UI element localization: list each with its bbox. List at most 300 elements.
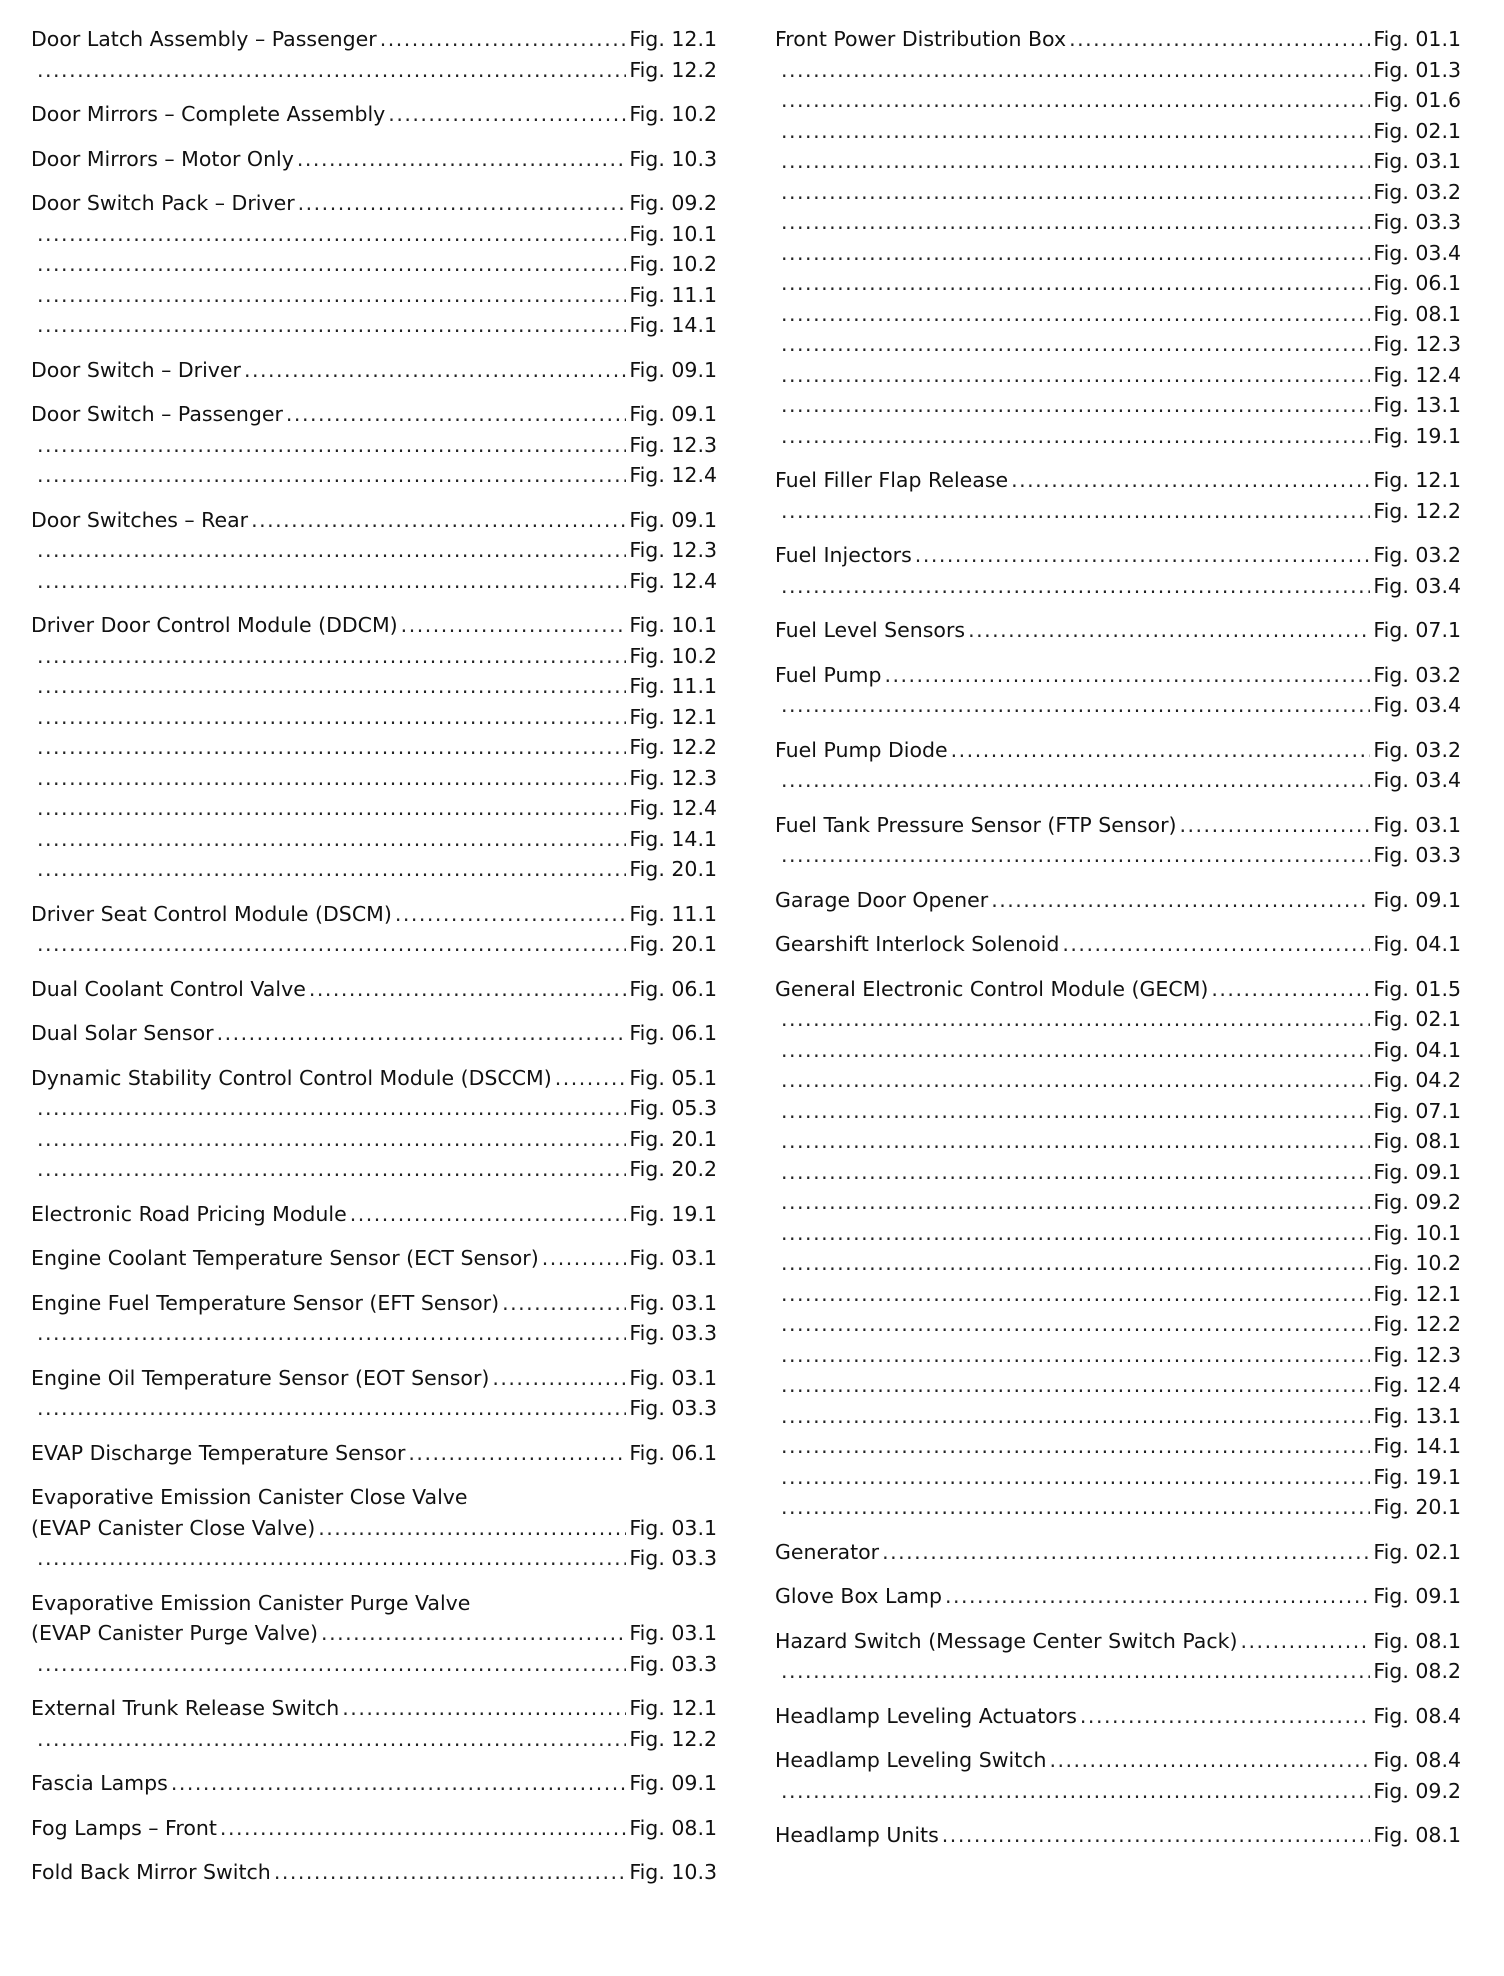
figure-reference: Fig. 03.1: [629, 1290, 717, 1315]
index-entry: [775, 1537, 1461, 1568]
dot-leader: [37, 249, 626, 280]
entry-label: Driver Door Control Module (DDCM): [31, 613, 398, 637]
figure-reference: Fig. 12.2: [629, 57, 717, 82]
index-entry: [31, 899, 717, 960]
index-continuation-line: [775, 1309, 1461, 1340]
figure-reference: Fig. 03.3: [629, 1321, 717, 1345]
index-entry-line: [31, 1693, 717, 1724]
index-entry-line: [31, 1813, 717, 1844]
figure-reference: Fig. 05.3: [629, 1096, 717, 1120]
entry-label: Fuel Level Sensors: [775, 618, 966, 642]
entry-label: Door Switch – Passenger: [31, 402, 283, 426]
figure-reference: Fig. 12.4: [629, 796, 717, 820]
index-continuation-line: [31, 1318, 717, 1349]
entry-label: Engine Oil Temperature Sensor (EOT Sensor): [31, 1365, 490, 1390]
figure-reference: Fig. 12.3: [629, 538, 717, 562]
index-continuation-line: [31, 1393, 717, 1424]
index-entry: [31, 1768, 717, 1799]
figure-reference: Fig. 02.1: [1373, 118, 1461, 143]
index-continuation-line: [775, 1096, 1461, 1127]
figure-reference: Fig. 13.1: [1373, 393, 1461, 417]
figure-reference: Fig. 10.1: [629, 221, 717, 246]
index-entry: [775, 615, 1461, 646]
index-entry-line: [775, 735, 1461, 766]
index-entry-line: [775, 1537, 1461, 1568]
figure-reference: Fig. 12.1: [629, 704, 717, 729]
dot-leader: [37, 1724, 626, 1755]
index-entry-line: [31, 1438, 717, 1469]
index-entry: [775, 1581, 1461, 1612]
index-continuation-line: [31, 1124, 717, 1155]
figure-reference: Fig. 09.1: [1373, 887, 1461, 912]
figure-reference: Fig. 06.1: [629, 1021, 717, 1045]
figure-reference: Fig. 12.3: [629, 432, 717, 457]
dot-leader: [781, 1126, 1370, 1157]
index-entry: [775, 1626, 1461, 1687]
figure-reference: Fig. 10.2: [629, 643, 717, 668]
index-continuation-line: [31, 763, 717, 794]
dot-leader: [408, 1438, 626, 1469]
dot-leader: [37, 641, 626, 672]
figure-reference: Fig. 01.1: [1373, 27, 1461, 51]
index-entry: [31, 610, 717, 885]
index-entry-line: [31, 1199, 717, 1230]
figure-reference: Fig. 12.2: [1373, 498, 1461, 523]
figure-reference: Fig. 06.1: [629, 976, 717, 1001]
dot-leader: [297, 144, 626, 175]
index-continuation-line: [775, 1401, 1461, 1432]
figure-reference: Fig. 10.3: [629, 146, 717, 171]
dot-leader: [991, 885, 1370, 916]
index-continuation-line: [775, 1279, 1461, 1310]
figure-reference: Fig. 09.1: [1373, 1584, 1461, 1608]
figure-reference: Fig. 10.1: [629, 613, 717, 637]
index-continuation-line: [31, 702, 717, 733]
dot-leader: [220, 1813, 626, 1844]
index-entry-line: [31, 399, 717, 430]
dot-leader: [882, 1537, 1370, 1568]
figure-reference: Fig. 07.1: [1373, 1098, 1461, 1123]
entry-label: (EVAP Canister Close Valve): [31, 1515, 316, 1540]
index-entry-line: [31, 1513, 717, 1544]
dot-leader: [968, 615, 1370, 646]
index-entry: [775, 1701, 1461, 1732]
figure-reference: Fig. 12.2: [1373, 1312, 1461, 1336]
dot-leader: [171, 1768, 626, 1799]
dot-leader: [781, 1656, 1370, 1687]
dot-leader: [781, 299, 1370, 330]
dot-leader: [217, 1018, 627, 1049]
dot-leader: [37, 671, 626, 702]
index-continuation-line: [31, 732, 717, 763]
dot-leader: [274, 1857, 627, 1888]
index-continuation-line: [775, 1218, 1461, 1249]
index-entry: [775, 540, 1461, 601]
index-entry-line: [775, 1701, 1461, 1732]
figure-reference: Fig. 03.3: [1373, 210, 1461, 234]
figure-reference: Fig. 02.1: [1373, 1007, 1461, 1031]
dot-leader: [244, 355, 626, 386]
index-continuation-line: [775, 85, 1461, 116]
index-entry-line: [31, 1857, 717, 1888]
dot-leader: [37, 732, 626, 763]
dot-leader: [781, 268, 1370, 299]
index-continuation-line: [31, 249, 717, 280]
index-continuation-line: [775, 1431, 1461, 1462]
dot-leader: [781, 55, 1370, 86]
dot-leader: [781, 116, 1370, 147]
dot-leader: [781, 496, 1370, 527]
dot-leader: [492, 1363, 626, 1394]
index-entry-line: [31, 1243, 717, 1274]
dot-leader: [781, 1401, 1370, 1432]
entry-label: Dynamic Stability Control Control Module (DSCCM): [31, 1065, 552, 1090]
index-entry-line: [775, 1820, 1461, 1851]
index-continuation-line: [31, 1543, 717, 1574]
dot-leader: [350, 1199, 627, 1230]
index-continuation-line: [775, 571, 1461, 602]
index-continuation-line: [775, 177, 1461, 208]
dot-leader: [37, 1154, 626, 1185]
entry-label: Headlamp Leveling Actuators: [775, 1703, 1077, 1728]
figure-reference: Fig. 14.1: [629, 313, 717, 337]
entry-label: Fold Back Mirror Switch: [31, 1860, 271, 1884]
figure-reference: Fig. 11.1: [629, 901, 717, 926]
index-entry-line: [31, 24, 717, 55]
dot-leader: [781, 1004, 1370, 1035]
figure-reference: Fig. 01.5: [1373, 976, 1461, 1001]
index-entry: [31, 188, 717, 341]
index-continuation-line: [775, 1157, 1461, 1188]
index-entry: [775, 465, 1461, 526]
index-entry-line: [775, 929, 1461, 960]
index-continuation-line: [31, 460, 717, 491]
index-entry-line: [31, 1618, 717, 1649]
dot-leader: [781, 1065, 1370, 1096]
figure-reference: Fig. 03.4: [1373, 240, 1461, 265]
entry-label: Gearshift Interlock Solenoid: [775, 932, 1060, 956]
index-entry: [31, 1857, 717, 1888]
figure-reference: Fig. 08.2: [1373, 1659, 1461, 1683]
figure-reference: Fig. 09.1: [629, 1771, 717, 1795]
figure-reference: Fig. 03.3: [629, 1651, 717, 1676]
dot-leader: [298, 188, 627, 219]
figure-reference: Fig. 03.2: [1373, 737, 1461, 762]
dot-leader: [781, 1279, 1370, 1310]
index-continuation-line: [775, 765, 1461, 796]
index-entry: [775, 810, 1461, 871]
dot-leader: [37, 824, 626, 855]
figure-reference: Fig. 20.2: [629, 1157, 717, 1181]
figure-reference: Fig. 12.1: [629, 27, 717, 51]
entry-label: Headlamp Leveling Switch: [775, 1748, 1047, 1772]
figure-reference: Fig. 09.2: [629, 191, 717, 215]
dot-leader: [781, 177, 1370, 208]
dot-leader: [37, 763, 626, 794]
dot-leader: [1241, 1626, 1371, 1657]
entry-label: Fuel Injectors: [775, 543, 912, 567]
dot-leader: [37, 535, 626, 566]
index-entry: [31, 99, 717, 130]
index-continuation-line: [775, 1126, 1461, 1157]
entry-label: Engine Coolant Temperature Sensor (ECT Sensor): [31, 1246, 539, 1270]
figure-reference: Fig. 08.4: [1373, 1748, 1461, 1772]
index-continuation-line: [31, 854, 717, 885]
figure-reference: Fig. 03.1: [629, 1246, 717, 1270]
index-continuation-line: [775, 1248, 1461, 1279]
entry-label: Hazard Switch (Message Center Switch Pack): [775, 1628, 1238, 1653]
index-entry-line: [31, 610, 717, 641]
dot-leader: [37, 310, 626, 341]
entry-label: EVAP Discharge Temperature Sensor: [31, 1440, 406, 1465]
index-continuation-line: [31, 1649, 717, 1680]
index-continuation-line: [775, 207, 1461, 238]
dot-leader: [37, 219, 626, 250]
index-entry: [775, 885, 1461, 916]
dot-leader: [37, 460, 626, 491]
index-entry-line: [775, 1581, 1461, 1612]
figure-reference: Fig. 19.1: [1373, 1464, 1461, 1489]
index-continuation-line: [31, 1154, 717, 1185]
figure-reference: Fig. 12.3: [629, 765, 717, 790]
entry-label: External Trunk Release Switch: [31, 1696, 340, 1720]
index-continuation-line: [31, 566, 717, 597]
index-entry: [775, 1820, 1461, 1851]
figure-reference: Fig. 04.1: [1373, 1037, 1461, 1062]
figure-reference: Fig. 12.4: [629, 568, 717, 593]
dot-leader: [37, 280, 626, 311]
figure-reference: Fig. 10.3: [629, 1860, 717, 1884]
dot-leader: [251, 505, 626, 536]
index-entry: [31, 1063, 717, 1185]
dot-leader: [1211, 974, 1370, 1005]
index-entry-line: [775, 465, 1461, 496]
dot-leader: [395, 899, 627, 930]
figure-reference: Fig. 01.6: [1373, 88, 1461, 112]
dot-leader: [37, 929, 626, 960]
entry-label: Front Power Distribution Box: [775, 27, 1067, 51]
index-entry: [31, 1813, 717, 1844]
index-continuation-line: [31, 1724, 717, 1755]
index-entry: [775, 660, 1461, 721]
dot-leader: [884, 660, 1370, 691]
entry-label: Evaporative Emission Canister Purge Valve: [31, 1590, 471, 1615]
figure-reference: Fig. 03.4: [1373, 768, 1461, 792]
figure-reference: Fig. 11.1: [629, 674, 717, 698]
entry-label: Door Mirrors – Motor Only: [31, 146, 294, 171]
dot-leader: [781, 390, 1370, 421]
figure-reference: Fig. 03.3: [629, 1546, 717, 1570]
index-entry: [31, 974, 717, 1005]
entry-label: (EVAP Canister Purge Valve): [31, 1621, 319, 1645]
index-continuation-line: [775, 299, 1461, 330]
dot-leader: [1062, 929, 1370, 960]
figure-reference: Fig. 11.1: [629, 282, 717, 307]
index-entry-line: [31, 188, 717, 219]
index-continuation-line: [775, 496, 1461, 527]
figure-reference: Fig. 01.3: [1373, 57, 1461, 82]
index-entry: [31, 1363, 717, 1424]
figure-reference: Fig. 03.3: [629, 1396, 717, 1420]
figure-reference: Fig. 03.1: [1373, 812, 1461, 837]
entry-label: Dual Solar Sensor: [31, 1021, 214, 1045]
figure-reference: Fig. 03.1: [629, 1621, 717, 1645]
index-entry: [31, 1199, 717, 1230]
figure-reference: Fig. 12.4: [1373, 1373, 1461, 1397]
index-continuation-line: [31, 641, 717, 672]
dot-leader: [951, 735, 1371, 766]
index-continuation-line: [775, 238, 1461, 269]
dot-leader: [37, 430, 626, 461]
index-entry-line: [31, 1063, 717, 1094]
figure-reference: Fig. 19.1: [1373, 423, 1461, 448]
dot-leader: [781, 1248, 1370, 1279]
dot-leader: [37, 566, 626, 597]
dot-leader: [37, 854, 626, 885]
figure-reference: Fig. 14.1: [1373, 1434, 1461, 1458]
figure-reference: Fig. 13.1: [1373, 1403, 1461, 1428]
figure-reference: Fig. 12.4: [1373, 362, 1461, 387]
figure-reference: Fig. 03.4: [1373, 693, 1461, 717]
figure-reference: Fig. 03.2: [1373, 543, 1461, 567]
figure-reference: Fig. 03.1: [629, 1515, 717, 1540]
index-entry: [31, 399, 717, 491]
entry-label: Fog Lamps – Front: [31, 1815, 217, 1840]
entry-label: General Electronic Control Module (GECM): [775, 976, 1209, 1001]
dot-leader: [781, 1157, 1370, 1188]
figure-reference: Fig. 10.2: [1373, 1251, 1461, 1275]
dot-leader: [781, 85, 1370, 116]
index-continuation-line: [31, 929, 717, 960]
figure-reference: Fig. 20.1: [629, 857, 717, 881]
index-entry-title-line: [31, 1588, 717, 1619]
index-column-right: [775, 24, 1461, 1865]
index-entry: [31, 1438, 717, 1469]
dot-leader: [1011, 465, 1370, 496]
index-continuation-line: [31, 1093, 717, 1124]
figure-reference: Fig. 08.1: [1373, 301, 1461, 326]
dot-leader: [1080, 1701, 1370, 1732]
dot-leader: [37, 1093, 626, 1124]
dot-leader: [37, 1318, 626, 1349]
index-continuation-line: [775, 390, 1461, 421]
figure-reference: Fig. 08.1: [1373, 1129, 1461, 1153]
entry-label: Fascia Lamps: [31, 1771, 168, 1795]
dot-leader: [309, 974, 627, 1005]
index-entry-line: [775, 810, 1461, 841]
entry-label: Dual Coolant Control Valve: [31, 976, 306, 1001]
index-continuation-line: [775, 1370, 1461, 1401]
index-continuation-line: [31, 824, 717, 855]
index-entry-line: [31, 899, 717, 930]
figure-reference: Fig. 04.2: [1373, 1068, 1461, 1092]
figure-reference: Fig. 12.1: [1373, 1281, 1461, 1306]
figure-reference: Fig. 02.1: [1373, 1539, 1461, 1564]
index-entry: [31, 1693, 717, 1754]
dot-leader: [781, 1370, 1370, 1401]
index-continuation-line: [775, 1462, 1461, 1493]
index-entry-line: [31, 144, 717, 175]
dot-leader: [781, 1309, 1370, 1340]
dot-leader: [542, 1243, 627, 1274]
index-column-left: [31, 24, 717, 1902]
dot-leader: [318, 1513, 626, 1544]
figure-reference: Fig. 10.1: [1373, 1220, 1461, 1245]
entry-label: Evaporative Emission Canister Close Valve: [31, 1485, 468, 1509]
dot-leader: [781, 238, 1370, 269]
dot-leader: [1069, 24, 1370, 55]
index-entry: [31, 505, 717, 597]
index-entry-line: [775, 885, 1461, 916]
entry-label: Fuel Filler Flap Release: [775, 468, 1009, 492]
figure-reference: Fig. 20.1: [1373, 1495, 1461, 1519]
figure-reference: Fig. 09.1: [629, 357, 717, 382]
index-entry: [775, 1745, 1461, 1806]
dot-leader: [781, 1096, 1370, 1127]
entry-label: Fuel Pump Diode: [775, 737, 948, 762]
figure-reference: Fig. 14.1: [629, 826, 717, 851]
index-continuation-line: [775, 1187, 1461, 1218]
dot-leader: [37, 1543, 626, 1574]
figure-reference: Fig. 08.1: [1373, 1628, 1461, 1653]
index-continuation-line: [775, 55, 1461, 86]
index-entry-title-line: [31, 1482, 717, 1513]
figure-reference: Fig. 20.1: [629, 932, 717, 956]
index-continuation-line: [775, 690, 1461, 721]
dot-leader: [781, 571, 1370, 602]
dot-leader: [781, 1340, 1370, 1371]
figure-reference: Fig. 09.1: [629, 402, 717, 426]
index-continuation-line: [775, 421, 1461, 452]
index-entry: [31, 144, 717, 175]
index-entry: [775, 24, 1461, 451]
index-entry: [31, 1482, 717, 1574]
index-continuation-line: [31, 430, 717, 461]
index-continuation-line: [775, 840, 1461, 871]
index-continuation-line: [31, 55, 717, 86]
figure-reference: Fig. 10.2: [629, 252, 717, 276]
dot-leader: [555, 1063, 627, 1094]
entry-label: Driver Seat Control Module (DSCM): [31, 901, 392, 926]
figure-reference: Fig. 03.1: [629, 1365, 717, 1390]
index-entry-line: [775, 24, 1461, 55]
figure-reference: Fig. 06.1: [629, 1440, 717, 1465]
figure-reference: Fig. 20.1: [629, 1126, 717, 1151]
dot-leader: [781, 207, 1370, 238]
figure-reference: Fig. 12.1: [629, 1696, 717, 1720]
dot-leader: [37, 1124, 626, 1155]
index-continuation-line: [775, 1656, 1461, 1687]
dot-leader: [37, 702, 626, 733]
figure-reference: Fig. 12.2: [629, 1726, 717, 1751]
entry-label: Engine Fuel Temperature Sensor (EFT Sensor): [31, 1290, 500, 1315]
figure-reference: Fig. 08.1: [629, 1815, 717, 1840]
dot-leader: [781, 1431, 1370, 1462]
dot-leader: [945, 1581, 1370, 1612]
entry-label: Fuel Pump: [775, 662, 882, 687]
index-entry-line: [31, 505, 717, 536]
index-entry: [31, 1018, 717, 1049]
dot-leader: [781, 1187, 1370, 1218]
entry-label: Garage Door Opener: [775, 887, 989, 912]
index-continuation-line: [775, 268, 1461, 299]
dot-leader: [781, 1218, 1370, 1249]
dot-leader: [915, 540, 1371, 571]
dot-leader: [781, 421, 1370, 452]
index-entry-line: [775, 974, 1461, 1005]
index-entry-line: [31, 355, 717, 386]
dot-leader: [1180, 810, 1371, 841]
